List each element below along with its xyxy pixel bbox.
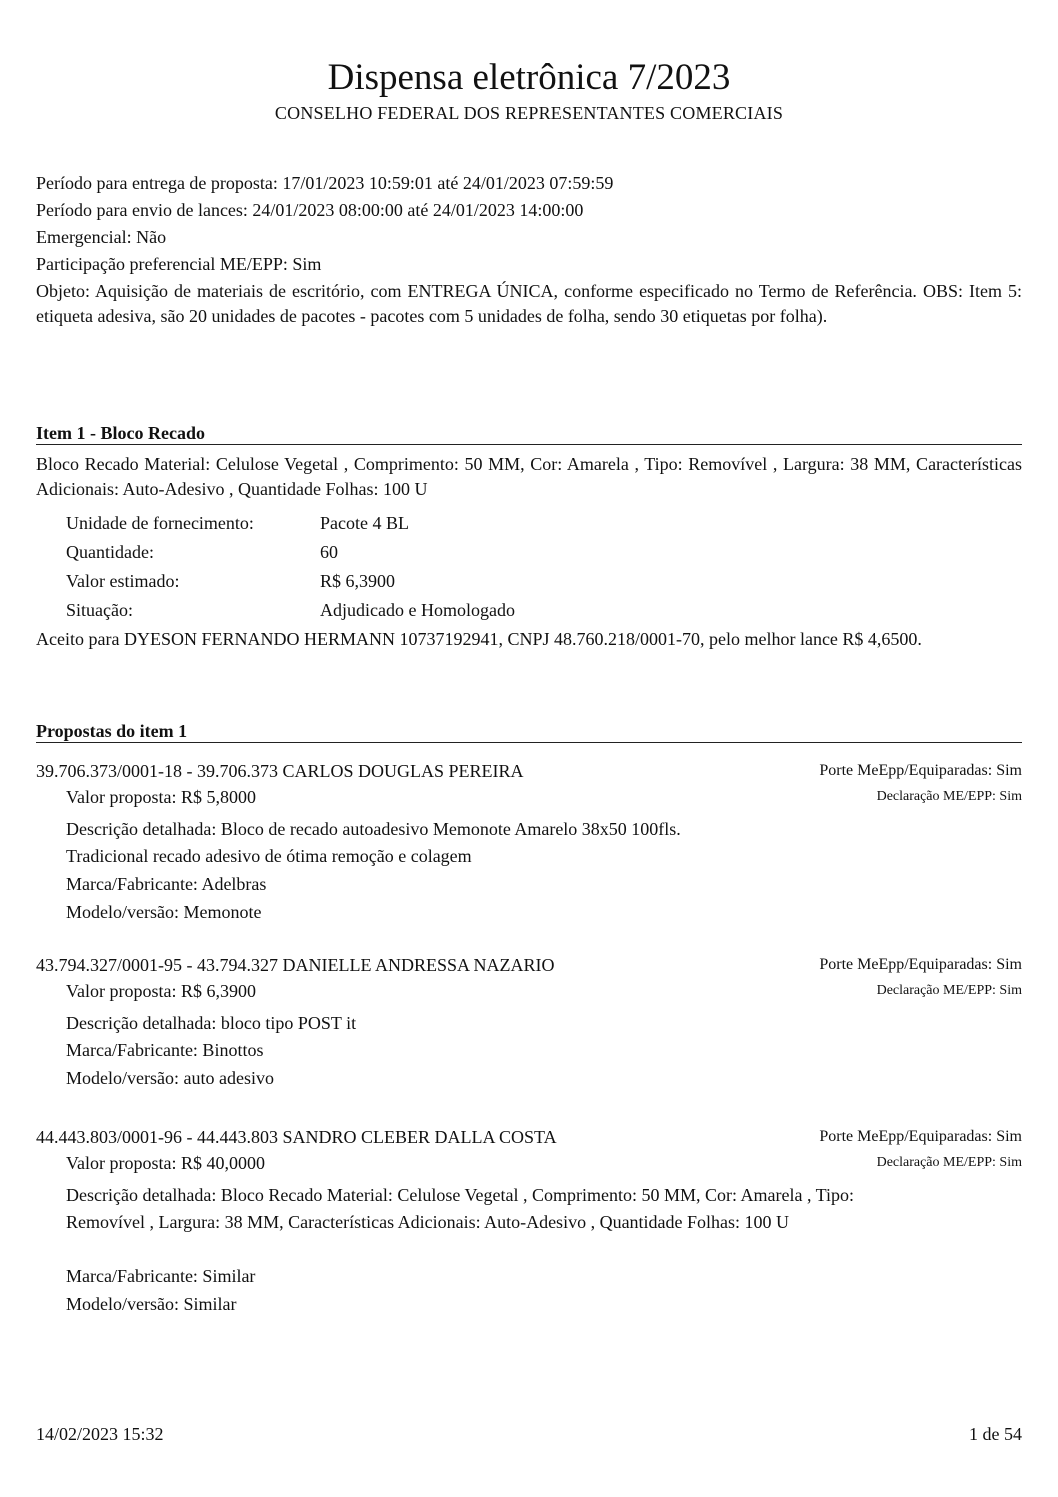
proposal-period: Período para entrega de proposta: 17/01/2023 10:59:01 até 24/01/2023 07:59:59 (36, 173, 614, 193)
item-heading: Item 1 - Bloco Recado (36, 422, 1022, 445)
proposal-value: Valor proposta: R$ 40,0000 (66, 1153, 265, 1173)
emergency-flag: Emergencial: Não (36, 227, 167, 247)
field-label: Quantidade: (66, 542, 154, 562)
field-label: Situação: (66, 600, 133, 620)
proposal-value: Valor proposta: R$ 6,3900 (66, 981, 256, 1001)
proposal-model: Modelo/versão: Memonote (66, 902, 262, 922)
proposal-entry (36, 758, 1022, 926)
print-timestamp: 14/02/2023 15:32 (36, 1424, 164, 1444)
bid-period: Período para envio de lances: 24/01/2023 08:00:00 até 24/01/2023 14:00:00 (36, 200, 584, 220)
field-label: Unidade de fornecimento: (66, 513, 254, 533)
procurement-object: Objeto: Aquisição de materiais de escritório, com ENTREGA ÚNICA, conforme especificado no Termo de Referência. OBS: Item 5: etiqueta adesiva, são 20 unidades de pacotes - pacotes com 5 unidades de folha, sendo 30 etiquetas por folha). (36, 281, 1022, 326)
field-label: Valor estimado: (66, 571, 180, 591)
field-supply-unit (66, 509, 515, 538)
proposal-declaration: Declaração ME/EPP: Sim (876, 1155, 1022, 1170)
proposal-porte: Porte MeEpp/Equiparadas: Sim (819, 1128, 1022, 1145)
proposal-model: Modelo/versão: auto adesivo (66, 1068, 274, 1088)
proposal-porte: Porte MeEpp/Equiparadas: Sim (819, 956, 1022, 973)
preferential-flag: Participação preferencial ME/EPP: Sim (36, 254, 322, 274)
organization-name: CONSELHO FEDERAL DOS REPRESENTANTES COMERCIAIS (274, 103, 784, 123)
accepted-bid: Aceito para DYESON FERNANDO HERMANN 10737192941, CNPJ 48.760.218/0001-70, pelo melhor lance R$ 4,6500. (36, 629, 922, 649)
field-value: Adjudicado e Homologado (320, 600, 515, 620)
proposal-brand: Marca/Fabricante: Binottos (66, 1040, 264, 1060)
proposal-value: Valor proposta: R$ 5,8000 (66, 787, 256, 807)
proposal-supplier: 44.443.803/0001-96 - 44.443.803 SANDRO CLEBER DALLA COSTA (36, 1127, 557, 1147)
field-estimated-value (66, 567, 515, 596)
proposal-description-cont: Tradicional recado adesivo de ótima remoção e colagem (66, 846, 472, 866)
proposal-description-cont: Removível , Largura: 38 MM, Características Adicionais: Auto-Adesivo , Quantidade Folhas: 100 U (66, 1212, 790, 1232)
field-status (66, 596, 515, 625)
proposal-declaration: Declaração ME/EPP: Sim (876, 789, 1022, 804)
proposal-description: Descrição detalhada: bloco tipo POST it (66, 1013, 357, 1033)
proposal-description: Descrição detalhada: Bloco Recado Material: Celulose Vegetal , Comprimento: 50 MM, Cor: Amarela , Tipo: (66, 1185, 855, 1205)
proposal-supplier: 43.794.327/0001-95 - 43.794.327 DANIELLE ANDRESSA NAZARIO (36, 955, 555, 975)
page-number: 1 de 54 (969, 1424, 1022, 1444)
item-description: Bloco Recado Material: Celulose Vegetal , Comprimento: 50 MM, Cor: Amarela , Tipo: Removível , Largura: 38 MM, Características Adicionais: Auto-Adesivo , Quantidade Folhas: 100 U (36, 454, 1022, 499)
proposals-heading: Propostas do item 1 (36, 720, 1022, 743)
proposal-porte: Porte MeEpp/Equiparadas: Sim (819, 762, 1022, 779)
page-title: Dispensa eletrônica 7/2023 (327, 57, 731, 98)
item-fields (66, 509, 515, 625)
proposal-entry (36, 952, 1022, 1092)
field-quantity (66, 538, 515, 567)
field-value: 60 (320, 542, 338, 562)
field-value: R$ 6,3900 (320, 571, 396, 591)
spacer (66, 1236, 1022, 1262)
proposal-entry (36, 1124, 1022, 1318)
proposal-supplier: 39.706.373/0001-18 - 39.706.373 CARLOS DOUGLAS PEREIRA (36, 761, 524, 781)
proposal-brand: Marca/Fabricante: Similar (66, 1266, 256, 1286)
field-value: Pacote 4 BL (320, 513, 409, 533)
proposal-declaration: Declaração ME/EPP: Sim (876, 983, 1022, 998)
proposal-description: Descrição detalhada: Bloco de recado autoadesivo Memonote Amarelo 38x50 100fls. (66, 819, 681, 839)
procurement-info (36, 170, 1022, 329)
proposal-model: Modelo/versão: Similar (66, 1294, 237, 1314)
proposal-brand: Marca/Fabricante: Adelbras (66, 874, 267, 894)
